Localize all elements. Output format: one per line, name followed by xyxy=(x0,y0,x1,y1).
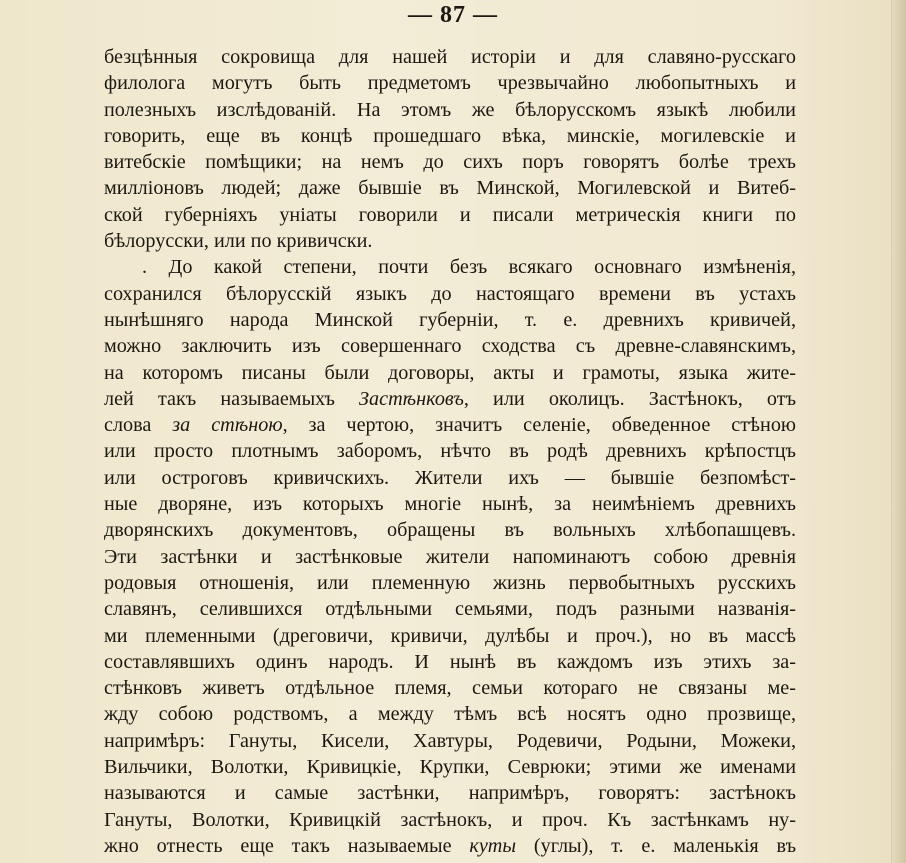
text-line: милліоновъ людей; даже бывшіе въ Минской, Могилевской и Витеб- xyxy=(104,177,796,200)
text-line xyxy=(104,833,796,859)
text-segment: лей такъ называемыхъ xyxy=(104,387,360,410)
text-segment: (углы), т. е. маленькія въ xyxy=(516,834,796,857)
italic-term: куты xyxy=(469,834,517,857)
italic-term: за стѣною xyxy=(172,414,283,437)
text-segment: , за чертою, значитъ селеніе, обведенное стѣною xyxy=(282,414,796,437)
page-edge-shadow xyxy=(892,0,906,863)
italic-term: Застѣнковъ xyxy=(359,387,464,410)
text-line: бѣлорусски, или по кривичски. xyxy=(104,230,373,253)
text-line: можно заключить изъ совершеннаго сходства съ древне-славянскимъ, xyxy=(104,335,796,358)
text-line: ми племенными (дреговичи, кривичи, дулѣбы и проч.), но въ массѣ xyxy=(104,624,796,647)
text-line: нынѣшняго народа Минской губерніи, т. е. древнихъ кривичей, xyxy=(104,308,796,331)
text-line: ные дворяне, изъ которыхъ многіе нынѣ, за неимѣніемъ древнихъ xyxy=(104,493,796,516)
body-text xyxy=(104,44,796,859)
text-line: витебскіе помѣщики; на немъ до сихъ поръ говорятъ болѣе трехъ xyxy=(104,151,796,174)
text-line: филолога могутъ быть предметомъ чрезвычайно любопытныхъ и xyxy=(104,72,796,95)
text-line: ской губерніяхъ уніаты говорили и писали метрическія книги по xyxy=(104,203,796,226)
page-number: — 87 — xyxy=(408,2,498,28)
text-line: напримѣръ: Гануты, Кисели, Хавтуры, Родевичи, Родыни, Можеки, xyxy=(104,729,796,752)
text-line: стѣнковъ живетъ отдѣльное племя, семьи котораго не связаны ме- xyxy=(104,677,796,700)
text-line: дворянскихъ документовъ, обращены въ вольныхъ хлѣбопашцевъ. xyxy=(104,519,796,542)
text-segment: жно отнесть еще такъ называемые xyxy=(104,834,470,857)
text-line xyxy=(104,386,796,412)
text-line: или остроговъ кривичскихъ. Жители ихъ — бывшіе безпомѣст- xyxy=(104,466,796,489)
text-line: славянъ, селившихся отдѣльными семьями, подъ разными названія- xyxy=(104,598,796,621)
text-line: Эти застѣнки и застѣнковые жители напоминаютъ собою древнія xyxy=(104,545,796,568)
text-line: . До какой степени, почти безъ всякаго основнаго измѣненія, xyxy=(142,256,796,279)
text-line: составлявшихъ одинъ народъ. И нынѣ въ каждомъ изъ этихъ за- xyxy=(104,650,796,673)
text-line: полезныхъ изслѣдованій. На этомъ же бѣлорусскомъ языкѣ любили xyxy=(104,98,796,121)
text-line: называются и самые застѣнки, напримѣръ, говорятъ: застѣнокъ xyxy=(104,782,796,805)
text-line: на которомъ писаны были договоры, акты и грамоты, языка жите- xyxy=(104,361,796,384)
text-segment: , или околицъ. Застѣнокъ, отъ xyxy=(463,387,796,410)
text-line: Вильчики, Волотки, Кривицкіе, Крупки, Севрюки; этими же именами xyxy=(104,756,796,779)
text-line: или просто плотнымъ заборомъ, нѣчто въ родѣ древнихъ крѣпостцъ xyxy=(104,440,796,463)
text-line: жду собою родствомъ, а между тѣмъ всѣ носятъ одно прозвище, xyxy=(104,703,796,726)
text-line: сохранился бѣлорусскій языкъ до настоящаго времени въ устахъ xyxy=(104,282,796,305)
text-line xyxy=(104,412,796,438)
text-line: говорить, еще въ концѣ прошедшаго вѣка, минскіе, могилевскіе и xyxy=(104,124,796,147)
text-line: родовыя отношенія, или племенную жизнь первобытныхъ русскихъ xyxy=(104,571,796,594)
text-line: Гануты, Волотки, Кривицкій застѣнокъ, и проч. Къ застѣнкамъ ну- xyxy=(104,808,796,831)
text-segment: слова xyxy=(104,414,173,437)
text-line: безцѣнныя сокровища для нашей исторіи и для славяно-русскаго xyxy=(104,46,796,68)
